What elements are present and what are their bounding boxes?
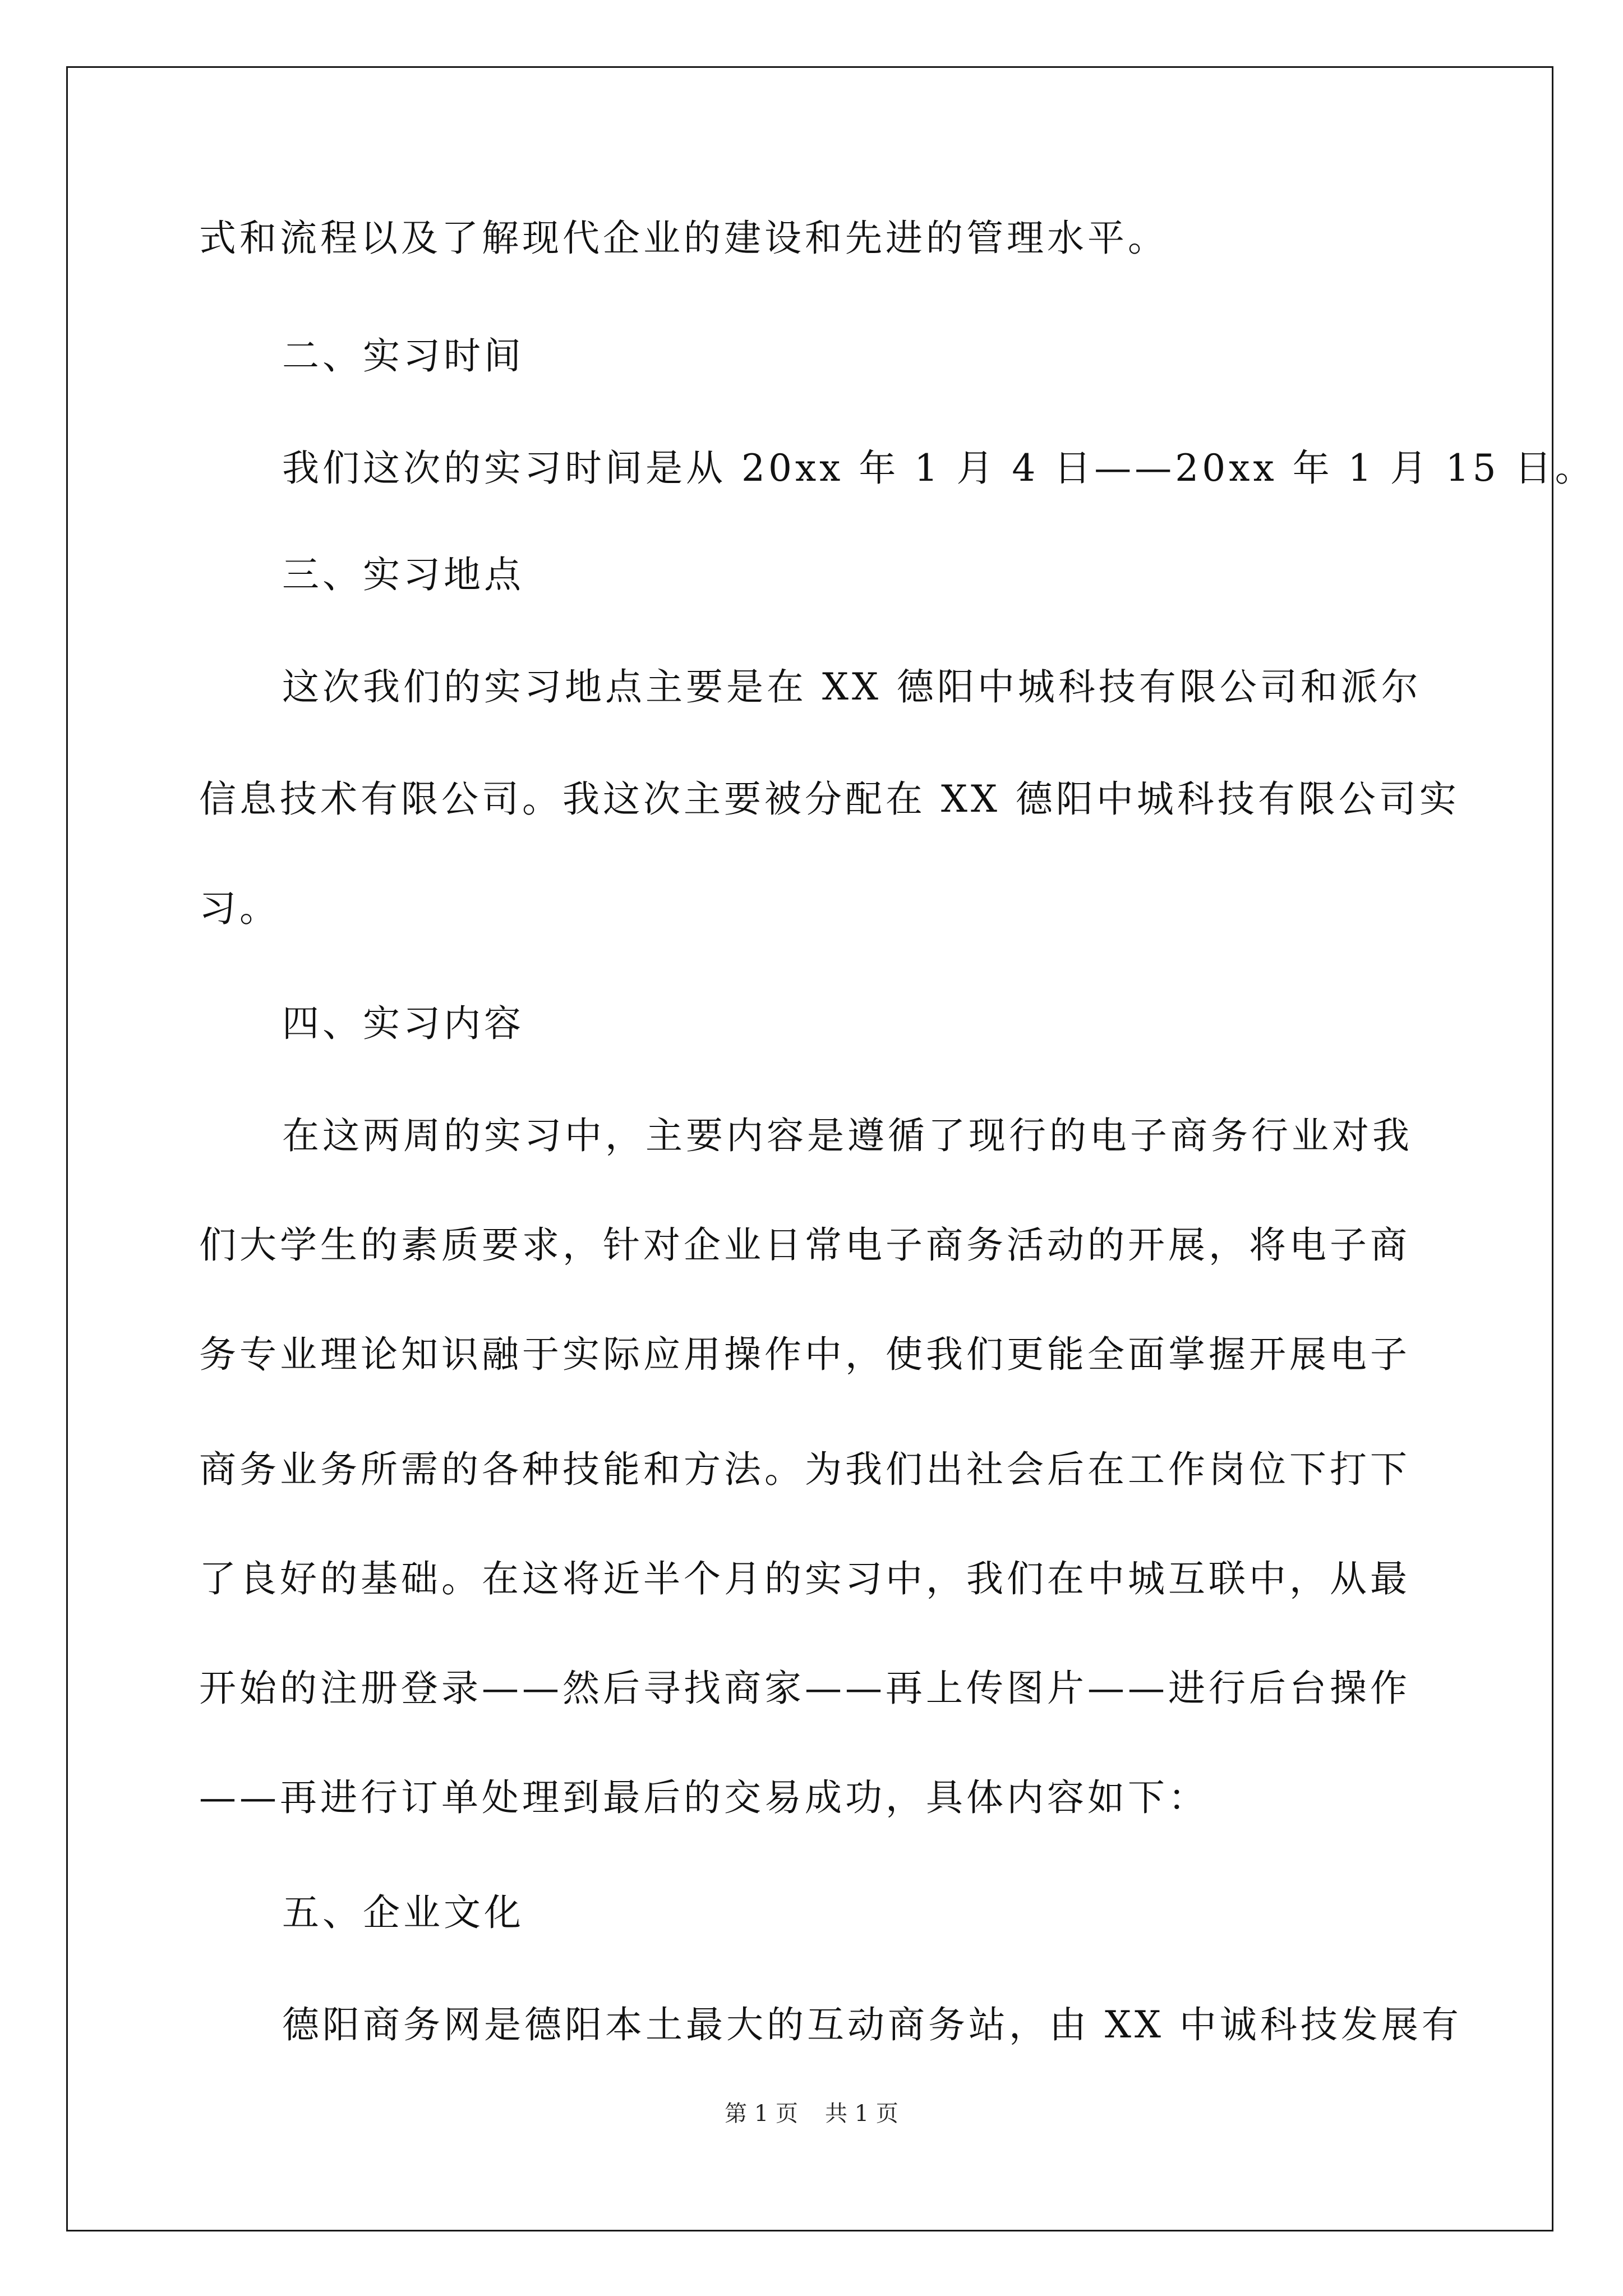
page-footer (0, 2100, 1623, 2127)
section-heading: 二、实习时间 (282, 334, 524, 378)
paragraph-line: 我们这次的实习时间是从 20xx 年 1 月 4 日——20xx 年 1 月 15 日。 (282, 447, 1596, 490)
paragraph-line: 商务业务所需的各种技能和方法。为我们出社会后在工作岗位下打下 (199, 1448, 1410, 1491)
paragraph-line: 德阳商务网是德阳本土最大的互动商务站，由 XX 中诚科技发展有 (282, 2003, 1462, 2046)
paragraph-line: 这次我们的实习地点主要是在 XX 德阳中城科技有限公司和派尔 (282, 665, 1422, 708)
section-heading: 三、实习地点 (282, 553, 524, 596)
paragraph-line: ——再进行订单处理到最后的交易成功，具体内容如下： (199, 1776, 1209, 1819)
paragraph-line: 了良好的基础。在这将近半个月的实习中，我们在中城互联中，从最 (199, 1557, 1410, 1600)
paragraph-line: 们大学生的素质要求，针对企业日常电子商务活动的开展，将电子商 (199, 1223, 1410, 1267)
paragraph-line: 务专业理论知识融于实际应用操作中，使我们更能全面掌握开展电子 (199, 1333, 1410, 1376)
paragraph-line: 在这两周的实习中，主要内容是遵循了现行的电子商务行业对我 (282, 1114, 1413, 1157)
paragraph-line: 式和流程以及了解现代企业的建设和先进的管理水平。 (199, 217, 1168, 260)
paragraph-line: 开始的注册登录——然后寻找商家——再上传图片——进行后台操作 (199, 1667, 1410, 1710)
page-total: 共 1 页 (825, 2101, 898, 2127)
section-heading: 四、实习内容 (282, 1002, 524, 1045)
paragraph-line: 信息技术有限公司。我这次主要被分配在 XX 德阳中城科技有限公司实 (199, 777, 1460, 821)
section-heading: 五、企业文化 (282, 1891, 524, 1934)
page-number: 第 1 页 (725, 2101, 798, 2127)
paragraph-line: 习。 (199, 887, 280, 930)
